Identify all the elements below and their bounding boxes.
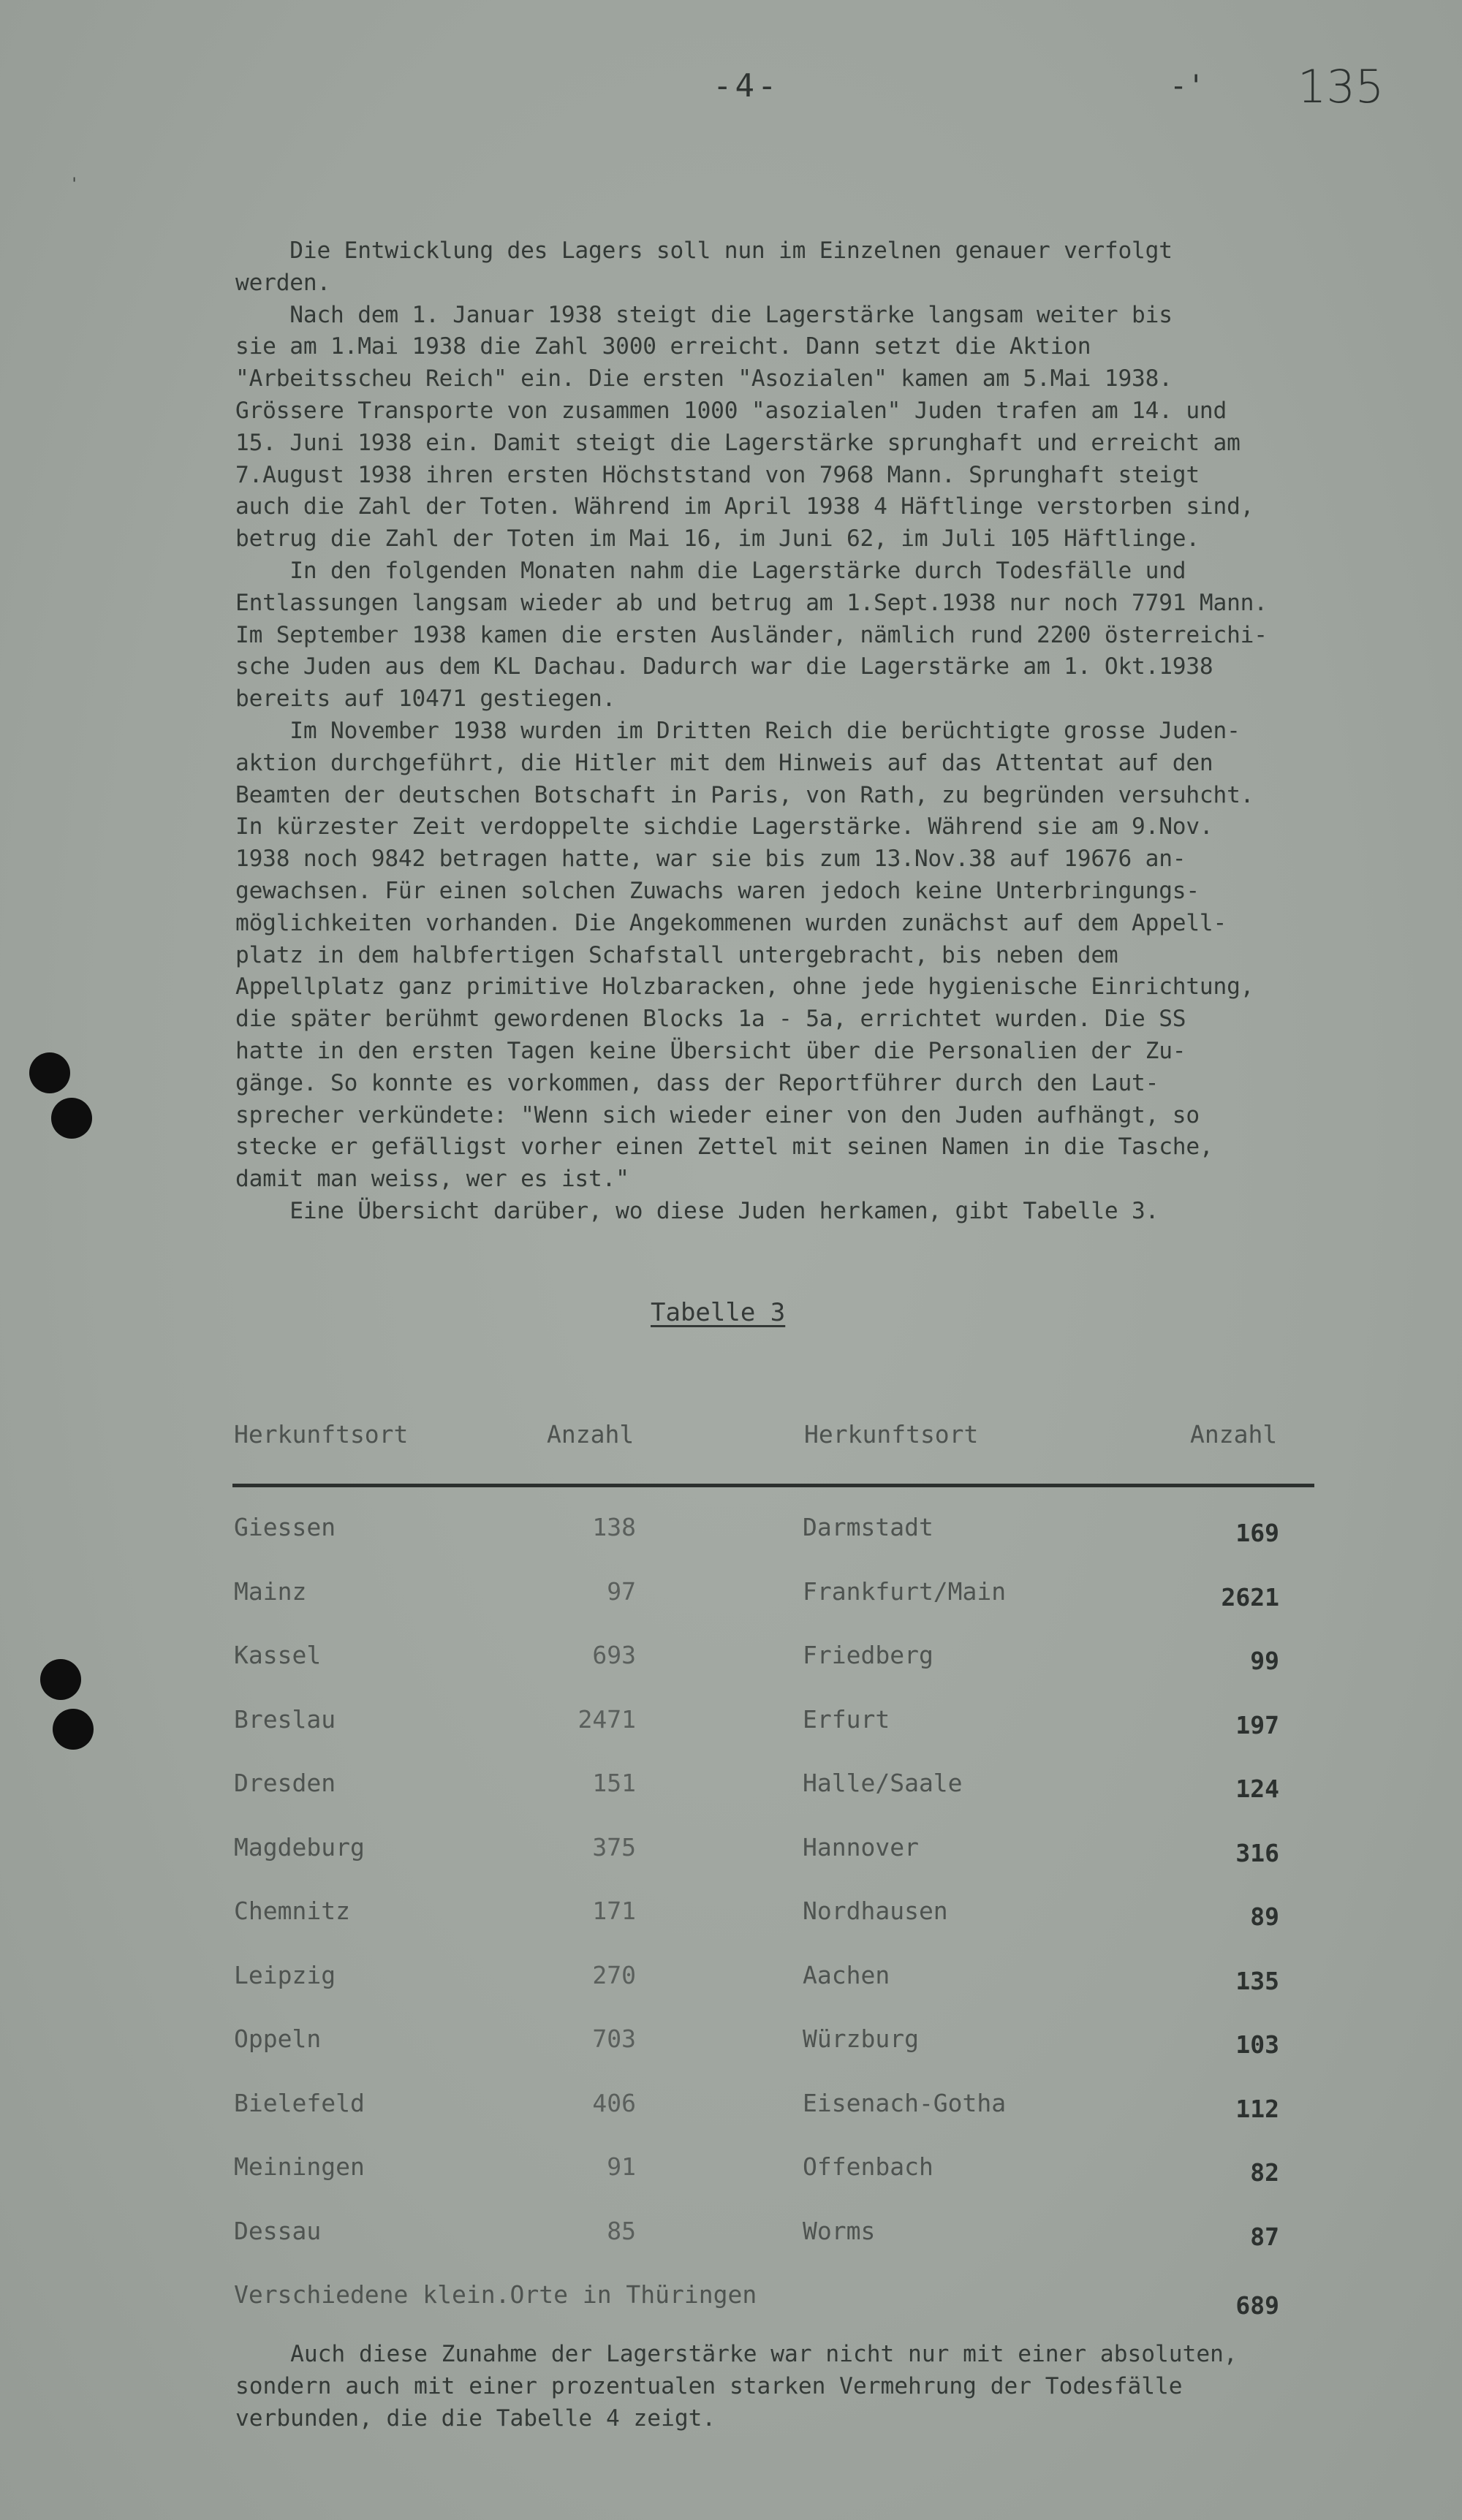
table-row — [0, 2152, 1462, 2196]
table-header-place-right: Herkunftsort — [804, 1420, 979, 1449]
table-cell-place: Frankfurt/Main — [803, 1576, 1007, 1606]
table-cell-count: 703 — [592, 2024, 636, 2053]
body-line: 1938 noch 9842 betragen hatte, war sie bis zum 13.Nov.38 auf 19676 an- — [235, 846, 1186, 873]
table-cell-count: 406 — [592, 2088, 636, 2117]
table-cell-count: 124 — [1235, 1775, 1279, 1803]
table-cell-place: Breslau — [234, 1704, 336, 1734]
page-number: -4- — [713, 67, 780, 105]
table-cell-count: 99 — [1250, 1647, 1279, 1675]
punch-hole — [51, 1098, 92, 1139]
table-cell-place: Nordhausen — [803, 1897, 948, 1925]
table-cell-place: Dessau — [234, 2216, 322, 2245]
margin-tick: ' — [69, 175, 80, 194]
closing-line: Auch diese Zunahme der Lagerstärke war nicht nur mit einer absoluten, — [235, 2341, 1238, 2367]
table-cell-place: Dresden — [234, 1769, 336, 1797]
table-row — [0, 2024, 1462, 2068]
table-title: Tabelle 3 — [651, 1298, 786, 1327]
table-cell-place: Eisenach-Gotha — [803, 2088, 1007, 2117]
table-header-count-right: Anzahl — [1190, 1420, 1278, 1449]
table-cell-place: Leipzig — [234, 1960, 336, 1989]
table-cell-place: Hannover — [803, 1832, 919, 1861]
table-row — [0, 1641, 1462, 1685]
table-header-count-left: Anzahl — [547, 1420, 635, 1449]
table-cell-place: Erfurt — [803, 1704, 890, 1734]
table-cell-count: 103 — [1235, 2030, 1279, 2059]
body-line: Im November 1938 wurden im Dritten Reich die berüchtigte grosse Juden- — [235, 717, 1241, 744]
body-line: Entlassungen langsam wieder ab und betrug am 1.Sept.1938 nur noch 7791 Mann. — [235, 589, 1268, 616]
table-misc-value: 689 — [1235, 2291, 1279, 2320]
closing-line: sondern auch mit einer prozentualen starken Vermehrung der Todesfälle — [235, 2372, 1183, 2399]
table-cell-count: 82 — [1250, 2158, 1279, 2187]
table-row — [0, 1961, 1462, 2005]
table-row — [0, 1833, 1462, 1877]
table-cell-place: Darmstadt — [803, 1513, 933, 1541]
table-cell-place: Worms — [803, 2216, 876, 2245]
body-line: damit man weiss, wer es ist." — [235, 1166, 629, 1193]
table-cell-count: 2471 — [577, 1704, 636, 1734]
table-cell-place: Magdeburg — [234, 1832, 365, 1861]
table-cell-count: 2621 — [1221, 1582, 1279, 1612]
body-line: betrug die Zahl der Toten im Mai 16, im Juni 62, im Juli 105 Häftlinge. — [235, 525, 1200, 553]
table-cell-place: Würzburg — [803, 2024, 919, 2053]
body-line: hatte in den ersten Tagen keine Übersicht über die Personalien der Zu- — [235, 1037, 1186, 1064]
table-cell-count: 375 — [592, 1832, 636, 1861]
table-cell-count: 89 — [1250, 1902, 1279, 1931]
table-row — [0, 1577, 1462, 1621]
table-cell-place: Aachen — [803, 1960, 890, 1989]
closing-text — [235, 2339, 1405, 2434]
table-row — [0, 2089, 1462, 2133]
table-row — [0, 1705, 1462, 1749]
table-cell-place: Halle/Saale — [803, 1769, 963, 1797]
table-cell-place: Meiningen — [234, 2152, 365, 2181]
body-line: 7.August 1938 ihren ersten Höchststand von 7968 Mann. Sprunghaft steigt — [235, 461, 1200, 488]
body-line: die später berühmt gewordenen Blocks 1a - 5a, errichtet wurden. Die SS — [235, 1006, 1186, 1033]
corner-mark: -' — [1170, 69, 1205, 103]
body-text — [235, 235, 1405, 1228]
table-header-rule — [232, 1484, 1314, 1487]
table-cell-count: 169 — [1235, 1519, 1279, 1547]
body-line: Die Entwicklung des Lagers soll nun im Einzelnen genauer verfolgt — [235, 238, 1173, 264]
table-cell-place: Oppeln — [234, 2024, 322, 2053]
table-cell-place: Giessen — [234, 1513, 336, 1541]
body-line: "Arbeitsscheu Reich" ein. Die ersten "Asozialen" kamen am 5.Mai 1938. — [235, 365, 1173, 392]
body-line: sche Juden aus dem KL Dachau. Dadurch war die Lagerstärke am 1. Okt.1938 — [235, 653, 1213, 680]
table-row — [0, 1897, 1462, 1940]
table-cell-count: 85 — [607, 2216, 636, 2245]
body-line: bereits auf 10471 gestiegen. — [235, 686, 616, 713]
table-cell-count: 112 — [1235, 2094, 1279, 2123]
table-cell-count: 91 — [607, 2152, 636, 2181]
table-cell-place: Mainz — [234, 1576, 307, 1606]
body-line: sie am 1.Mai 1938 die Zahl 3000 erreicht. Dann setzt die Aktion — [235, 333, 1091, 360]
folio-number: 135 — [1298, 60, 1385, 113]
table-cell-count: 171 — [592, 1897, 636, 1925]
table-cell-place: Chemnitz — [234, 1897, 350, 1925]
body-line: 15. Juni 1938 ein. Damit steigt die Lagerstärke sprunghaft und erreicht am — [235, 429, 1241, 456]
table-row — [0, 2217, 1462, 2261]
punch-hole — [29, 1052, 70, 1093]
body-line: sprecher verkündete: "Wenn sich wieder einer von den Juden aufhängt, so — [235, 1101, 1200, 1128]
body-line: In kürzester Zeit verdoppelte sichdie Lagerstärke. Während sie am 9.Nov. — [235, 813, 1213, 840]
body-line: aktion durchgeführt, die Hitler mit dem Hinweis auf das Attentat auf den — [235, 749, 1213, 776]
body-line: Im September 1938 kamen die ersten Ausländer, nämlich rund 2200 österreichi- — [235, 621, 1268, 648]
body-line: werden. — [235, 269, 331, 296]
body-line: auch die Zahl der Toten. Während im April 1938 4 Häftlinge verstorben sind, — [235, 493, 1254, 520]
table-cell-place: Bielefeld — [234, 2088, 365, 2117]
body-line: möglichkeiten vorhanden. Die Angekommenen wurden zunächst auf dem Appell- — [235, 909, 1227, 936]
table-cell-count: 138 — [592, 1513, 636, 1541]
body-line: Grössere Transporte von zusammen 1000 "asozialen" Juden trafen am 14. und — [235, 397, 1227, 424]
table-cell-count: 270 — [592, 1960, 636, 1989]
body-line: In den folgenden Monaten nahm die Lagerstärke durch Todesfälle und — [235, 557, 1186, 584]
body-line: Appellplatz ganz primitive Holzbaracken, ohne jede hygienische Einrichtung, — [235, 974, 1254, 1001]
body-line: gänge. So konnte es vorkommen, dass der Reportführer durch den Laut- — [235, 1069, 1159, 1096]
table-cell-place: Offenbach — [803, 2152, 933, 2181]
table-cell-place: Kassel — [234, 1641, 322, 1669]
table-cell-count: 135 — [1235, 1966, 1279, 1995]
table-header-place-left: Herkunftsort — [234, 1420, 409, 1449]
body-line: Beamten der deutschen Botschaft in Paris, von Rath, zu begründen versuhcht. — [235, 781, 1254, 808]
body-line: stecke er gefälligst vorher einen Zettel mit seinen Namen in die Tasche, — [235, 1134, 1213, 1161]
table-cell-place: Friedberg — [803, 1641, 933, 1669]
table-misc-label: Verschiedene klein.Orte in Thüringen — [234, 2280, 757, 2309]
closing-line: verbunden, die die Tabelle 4 zeigt. — [235, 2405, 716, 2432]
table-row — [0, 1769, 1462, 1813]
table-cell-count: 87 — [1250, 2222, 1279, 2251]
table-cell-count: 693 — [592, 1641, 636, 1669]
table-row — [0, 1513, 1462, 1557]
table-cell-count: 316 — [1235, 1838, 1279, 1867]
table-cell-count: 151 — [592, 1769, 636, 1797]
table-cell-count: 97 — [607, 1576, 636, 1606]
table-cell-count: 197 — [1235, 1710, 1279, 1739]
body-line: Nach dem 1. Januar 1938 steigt die Lagerstärke langsam weiter bis — [235, 301, 1173, 328]
body-line: platz in dem halbfertigen Schafstall untergebracht, bis neben dem — [235, 941, 1118, 968]
body-line: gewachsen. Für einen solchen Zuwachs waren jedoch keine Unterbringungs- — [235, 877, 1200, 904]
body-line: Eine Übersicht darüber, wo diese Juden herkamen, gibt Tabelle 3. — [235, 1197, 1159, 1224]
